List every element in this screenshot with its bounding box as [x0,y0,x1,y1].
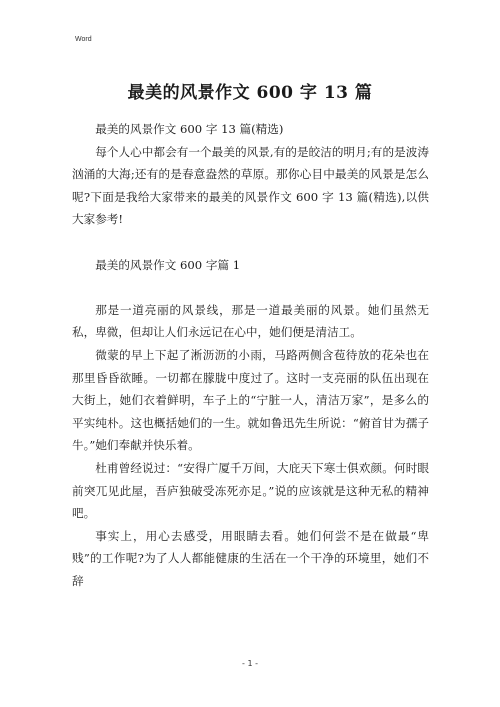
intro-paragraph: 每个人心中都会有一个最美的风景,有的是皎洁的明月;有的是波涛汹涌的大海;还有的是春意盎然的草原。那你心目中最美的风景是怎么呢?下面是我给大家带来的最美的风景作文 600 字 13 篇(精选),以供大家参考! [72,144,429,227]
body-paragraph: 事实上，用心去感受，用眼睛去看。她们何尝不是在做最“卑贱”的工作呢?为了人人都能健康的生活在一个干净的环境里，她们不辞 [72,528,429,588]
body-paragraph: 微蒙的早上下起了淅沥沥的小雨，马路两侧含苞待放的花朵也在那里昏昏欲睡。一切都在朦胧中度过了。这时一支亮丽的队伍出现在大街上，她们衣着鲜明，车子上的“宁脏一人，清洁万家”，是多么的平实纯朴。这也概括她们的一生。就如鲁迅先生所说：“俯首甘为孺子牛。”她们奉献并快乐着。 [72,347,429,453]
section-heading: 最美的风景作文 600 字篇 1 [95,257,241,272]
document-body [72,118,429,592]
document-title: 最美的风景作文 600 字 13 篇 [127,83,373,103]
subtitle: 最美的风景作文 600 字 13 篇(精选) [95,122,284,136]
body-paragraph: 杜甫曾经说过：“安得广厦千万间，大庇天下寒士俱欢颜。何时眼前突兀见此屋，吾庐独破受冻死亦足。”说的应该就是这种无私的精神吧。 [72,460,429,521]
spacer [72,231,429,254]
header-label: Word [75,36,92,43]
page-number: - 1 - [242,659,258,668]
body-paragraph: 那是一道亮丽的风景线，那是一道最美丽的风景。她们虽然无私，卑微，但却让人们永远记在心中，她们便是清洁工。 [72,302,429,340]
spacer [72,276,429,299]
